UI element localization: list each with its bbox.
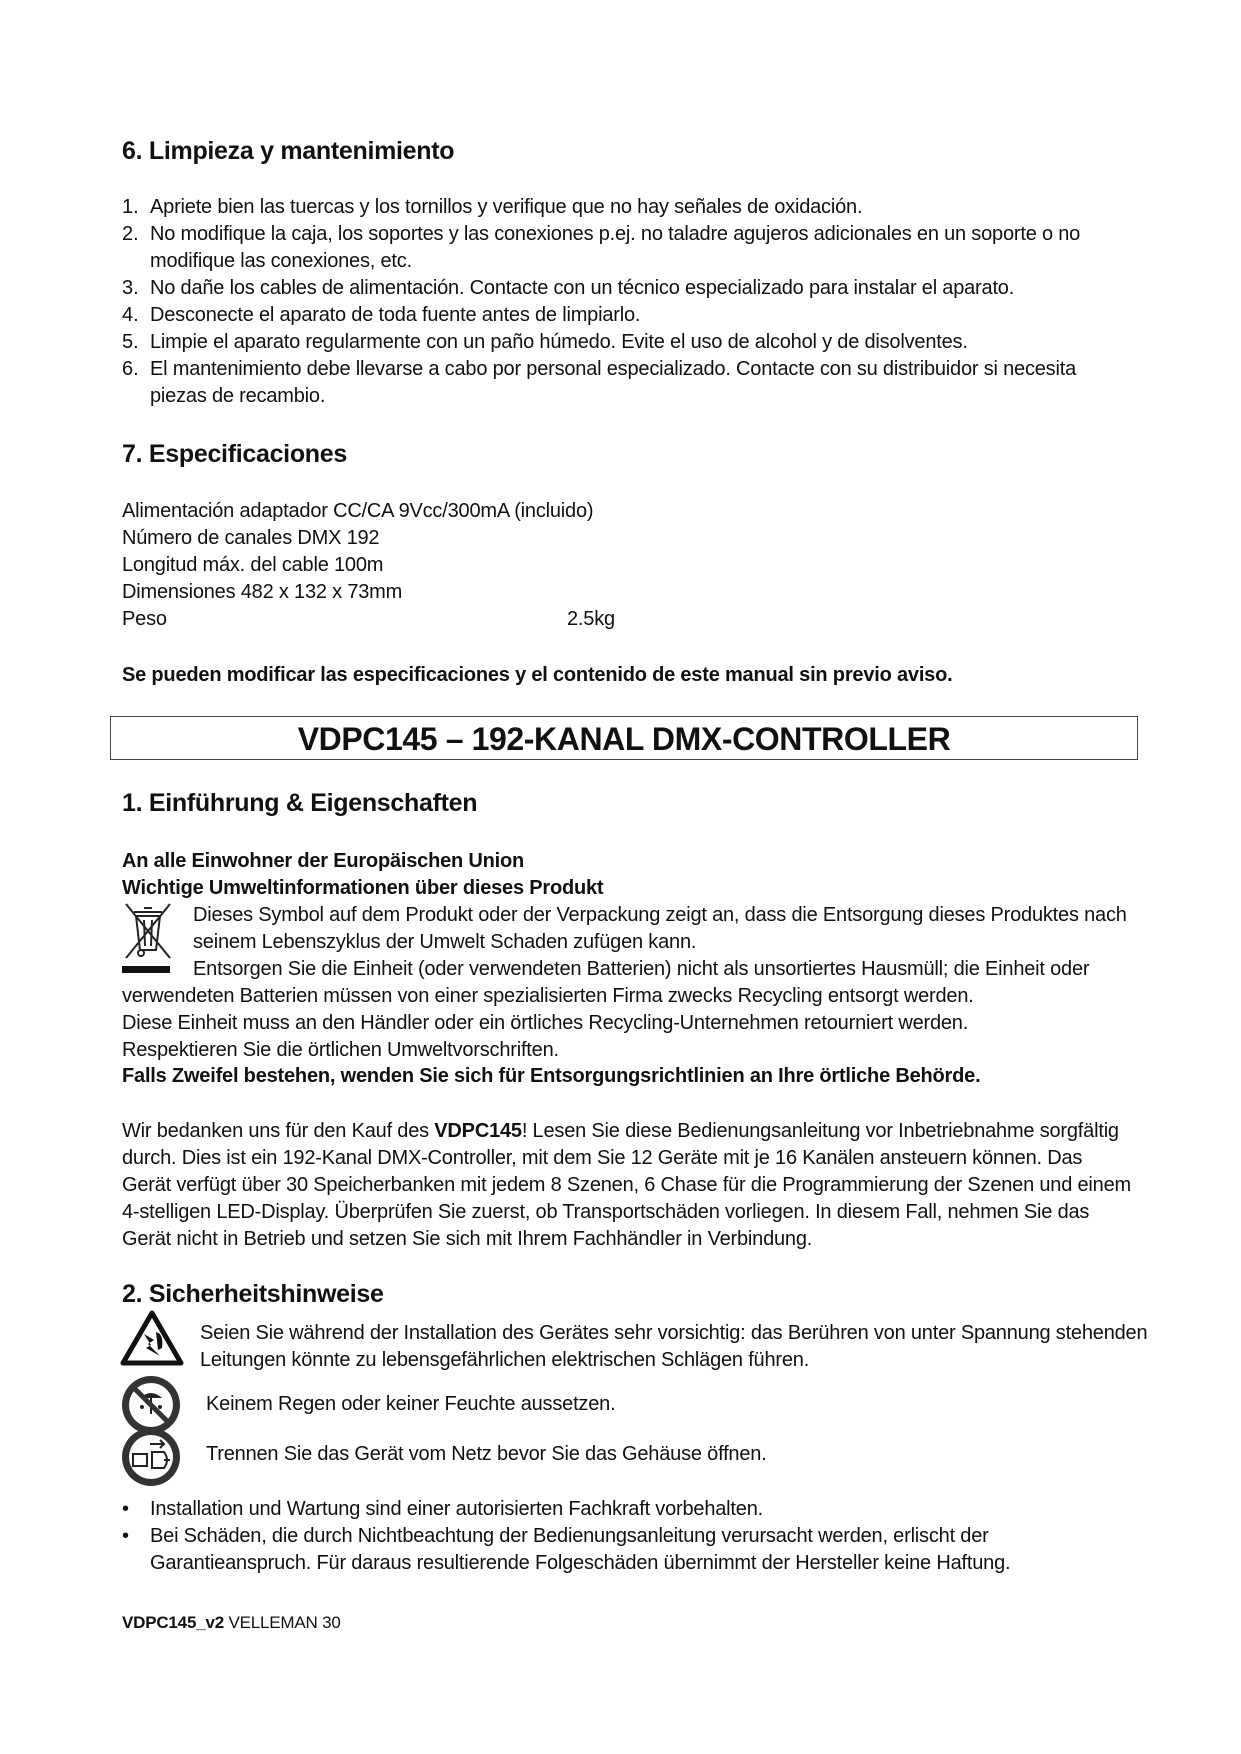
list-item: No dañe los cables de alimentación. Contacte con un técnico especializado para instalar el aparato.: [150, 277, 1015, 299]
list-item: Desconecte el aparato de toda fuente antes de limpiarlo.: [150, 304, 641, 326]
spec-power: Alimentación adaptador CC/CA 9Vcc/300mA (incluido): [122, 500, 594, 522]
list-number: 3.: [122, 277, 139, 299]
list-number: 6.: [122, 358, 139, 380]
intro-heading: 1. Einführung & Eigenschaften: [122, 789, 478, 817]
list-item-continuation: piezas de recambio.: [150, 385, 326, 407]
rain-warning-text: Keinem Regen oder keiner Feuchte aussetzen.: [206, 1393, 616, 1415]
shock-warning-text: Seien Sie während der Installation des Gerätes sehr vorsichtig: das Berühren von unter Spannung stehenden: [200, 1322, 1148, 1344]
list-item: No modifique la caja, los soportes y las conexiones p.ej. no taladre agujeros adicionales en un soporte o no: [150, 223, 1081, 245]
safety-bullet-text: Installation und Wartung sind einer autorisierten Fachkraft vorbehalten.: [150, 1498, 763, 1520]
weee-text: Dieses Symbol auf dem Produkt oder der Verpackung zeigt an, dass die Entsorgung dieses Produktes nach: [193, 904, 1127, 926]
list-number: 5.: [122, 331, 139, 353]
unplug-icon: [120, 1426, 182, 1488]
bullet-dot: •: [122, 1525, 130, 1547]
intro-paragraph-line: Gerät nicht in Betrieb und setzen Sie sich mit Ihrem Fachhändler in Verbindung.: [122, 1228, 813, 1250]
product-code: VDPC145: [434, 1120, 522, 1142]
bullet-dot: •: [122, 1498, 130, 1520]
weee-text: Entsorgen Sie die Einheit (oder verwendeten Batterien) nicht als unsortiertes Hausmüll; die Einheit oder: [193, 958, 1090, 980]
intro-paragraph-line: Gerät verfügt über 30 Speicherbanken mit jedem 8 Szenen, 6 Chase für die Programmierung der Szenen und einem: [122, 1174, 1131, 1196]
list-item: Apriete bien las tuercas y los tornillos y verifique que no hay señales de oxidación.: [150, 196, 863, 218]
intro-paragraph-line: 4-stelligen LED-Display. Überprüfen Sie zuerst, ob Transportschäden vorliegen. In diesem Fall, nehmen Sie das: [122, 1201, 1090, 1223]
footer-page: VELLEMAN 30: [228, 1613, 341, 1632]
weee-text: Respektieren Sie die örtlichen Umweltvorschriften.: [122, 1039, 559, 1061]
list-item-continuation: modifique las conexiones, etc.: [150, 250, 412, 272]
weee-authority-notice: Falls Zweifel bestehen, wenden Sie sich für Entsorgungsrichtlinien an Ihre örtliche Behörde.: [122, 1065, 981, 1087]
section-7-heading: 7. Especificaciones: [122, 440, 347, 468]
unplug-warning-text: Trennen Sie das Gerät vom Netz bevor Sie das Gehäuse öffnen.: [206, 1443, 767, 1465]
weee-text: seinem Lebenszyklus der Umwelt Schaden zufügen kann.: [193, 931, 697, 953]
spec-weight-value: 2.5kg: [567, 608, 615, 630]
list-number: 4.: [122, 304, 139, 326]
spec-weight-label: Peso: [122, 608, 167, 630]
spec-channels: Número de canales DMX 192: [122, 527, 380, 549]
weee-bin-icon: [120, 900, 176, 976]
safety-heading: 2. Sicherheitshinweise: [122, 1280, 384, 1308]
section-6-heading: 6. Limpieza y mantenimiento: [122, 137, 455, 165]
spec-dimensions: Dimensiones 482 x 132 x 73mm: [122, 581, 403, 603]
thanks-text-end: ! Lesen Sie diese Bedienungsanleitung vor Inbetriebnahme sorgfältig: [521, 1120, 1119, 1142]
page-footer: [122, 1610, 341, 1636]
electric-shock-warning-icon: [120, 1310, 184, 1366]
list-number: 1.: [122, 196, 139, 218]
list-number: 2.: [122, 223, 139, 245]
environment-notice: Wichtige Umweltinformationen über dieses Produkt: [122, 877, 604, 899]
spec-notice: Se pueden modificar las especificaciones y el contenido de este manual sin previo aviso.: [122, 664, 953, 686]
safety-bullet-text: Bei Schäden, die durch Nichtbeachtung der Bedienungsanleitung verursacht werden, erlischt der: [150, 1525, 989, 1547]
safety-bullet-text: Garantieanspruch. Für daraus resultierende Folgeschäden übernimmt der Hersteller keine Haftung.: [150, 1552, 1011, 1574]
footer-code: VDPC145_v2: [122, 1613, 224, 1632]
list-item: Limpie el aparato regularmente con un paño húmedo. Evite el uso de alcohol y de disolventes.: [150, 331, 968, 353]
thanks-text: Wir bedanken uns für den Kauf des: [122, 1120, 435, 1142]
weee-text: verwendeten Batterien müssen von einer spezialisierten Firma zwecks Recycling entsorgt werden.: [122, 985, 974, 1007]
weee-text: Diese Einheit muss an den Händler oder ein örtliches Recycling-Unternehmen retourniert werden.: [122, 1012, 969, 1034]
list-item: El mantenimiento debe llevarse a cabo por personal especializado. Contacte con su distribuidor si necesita: [150, 358, 1077, 380]
spec-cable-length: Longitud máx. del cable 100m: [122, 554, 384, 576]
thanks-line: [122, 1118, 1119, 1144]
shock-warning-text: Leitungen könnte zu lebensgefährlichen elektrischen Schlägen führen.: [200, 1349, 810, 1371]
intro-paragraph-line: durch. Dies ist ein 192-Kanal DMX-Controller, mit dem Sie 12 Geräte mit je 16 Kanälen ansteuern können. Das: [122, 1147, 1083, 1169]
eu-notice: An alle Einwohner der Europäischen Union: [122, 850, 525, 872]
product-title: VDPC145 – 192-KANAL DMX-CONTROLLER: [297, 721, 951, 757]
product-title-box: [110, 716, 1138, 760]
